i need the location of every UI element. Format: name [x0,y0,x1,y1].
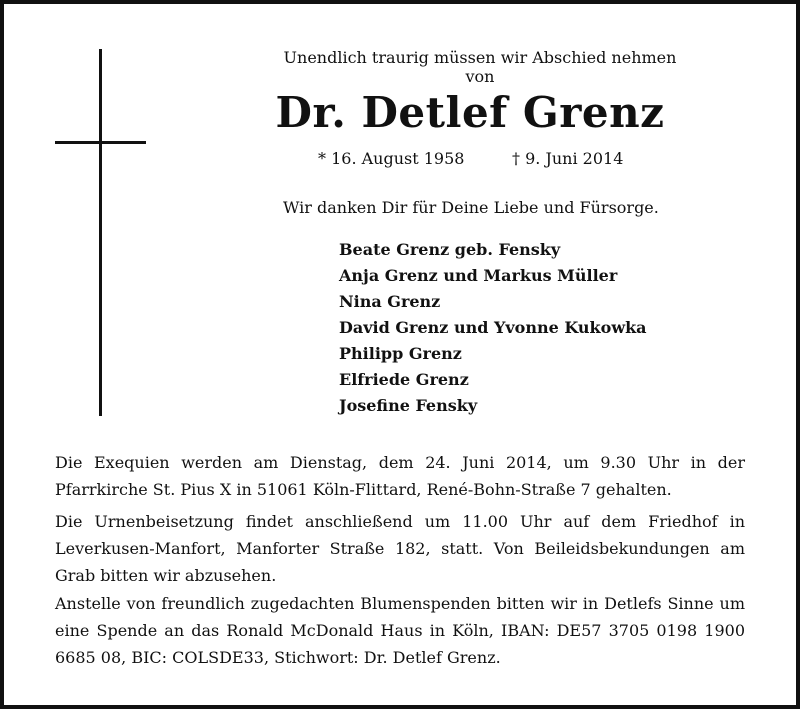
family-member: Beate Grenz geb. Fensky [339,240,561,259]
family-member: David Grenz und Yvonne Kukowka [339,318,647,337]
thanks-text: Wir danken Dir für Deine Liebe und Fürsorge. [283,198,659,217]
donation-paragraph: Anstelle von freundlich zugedachten Blumenspenden bitten wir in Detlefs Sinne um eine Spende an das Ronald McDonald Haus in Köln, IBAN: DE57 3705 0198 1900 6685 08, BIC: COLSDE33, Stichwort: Dr. Detlef Grenz. [55,594,745,667]
family-member: Elfriede Grenz [339,370,469,389]
family-list [339,237,647,419]
family-member: Anja Grenz und Markus Müller [339,266,618,285]
funeral-service-paragraph: Die Exequien werden am Dienstag, dem 24. Juni 2014, um 9.30 Uhr in der Pfarrkirche St. Pius X in 51061 Köln-Flittard, René-Bohn-Straße 7 gehalten. [55,453,745,499]
urn-burial-paragraph: Die Urnenbeisetzung findet anschließend um 11.00 Uhr auf dem Friedhof in Leverkusen-Manfort, Manforter Straße 182, statt. Von Beileidsbekundungen am Grab bitten wir abzusehen. [55,512,745,585]
cross-icon-vertical [99,49,102,416]
family-member: Josefine Fensky [339,396,478,415]
deceased-name: Dr. Detlef Grenz [275,88,665,137]
family-member: Philipp Grenz [339,344,462,363]
birth-date: * 16. August 1958 [318,149,465,168]
cross-icon-horizontal [55,141,146,144]
family-member: Nina Grenz [339,292,441,311]
intro-text: Unendlich traurig müssen wir Abschied nehmen von [283,48,677,86]
death-date: † 9. Juni 2014 [512,149,624,168]
